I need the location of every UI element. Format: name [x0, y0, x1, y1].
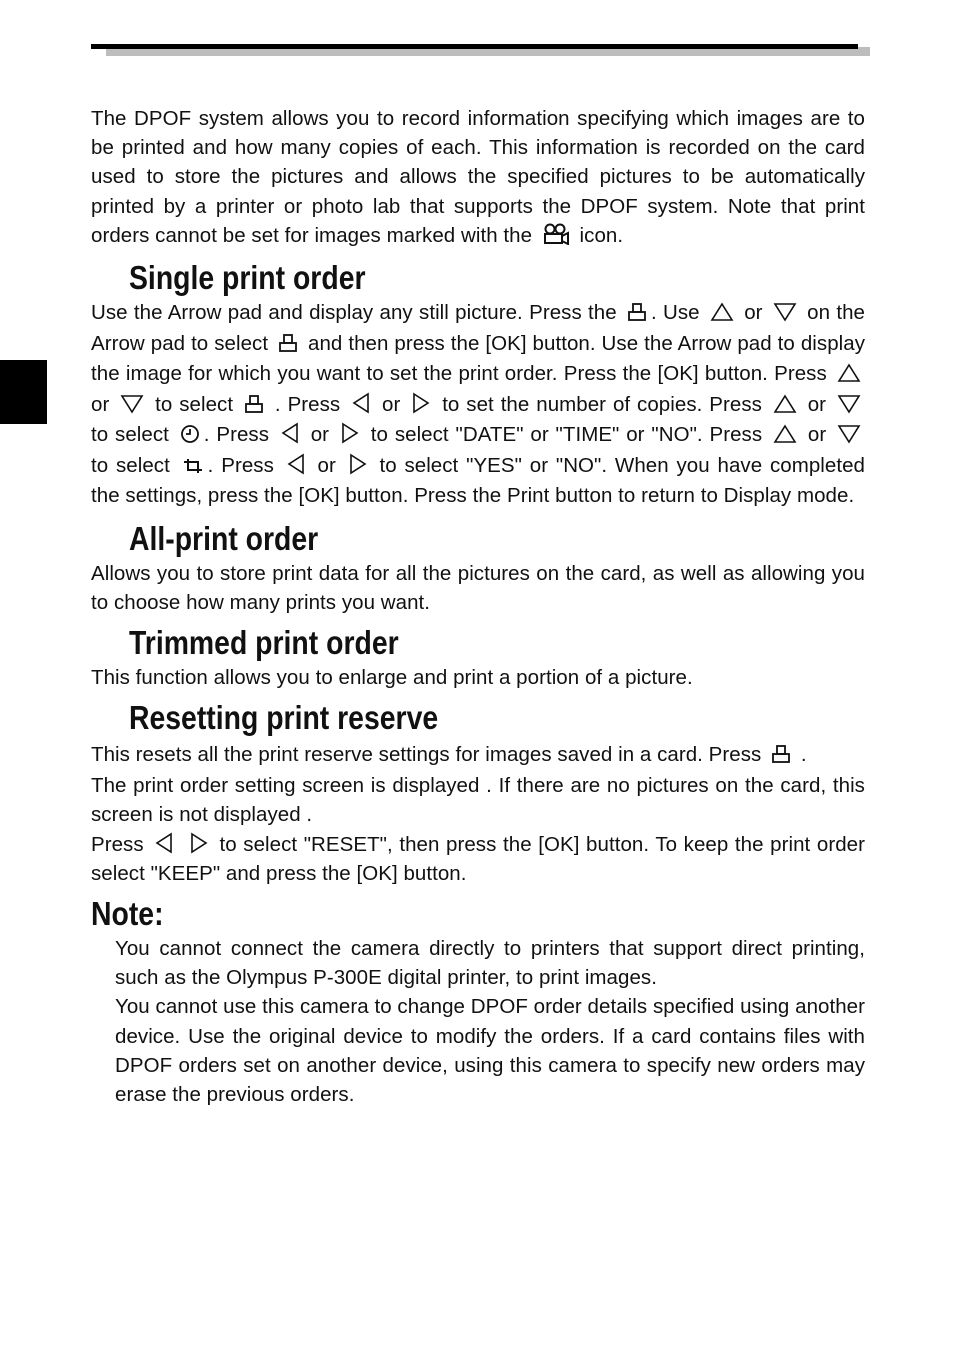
arrow-down-icon	[837, 424, 861, 444]
arrow-left-icon	[351, 392, 371, 414]
single-text-19: or	[317, 453, 336, 477]
single-text-10: to set the number of copies. Press	[442, 392, 762, 416]
print-icon	[627, 302, 647, 322]
header-rule	[91, 44, 858, 49]
single-print-paragraph	[91, 298, 865, 512]
arrow-right-icon	[411, 392, 431, 414]
note-item-1: You cannot connect the camera directly to printers that support direct printing, such as the Olympus P-300E digital printer, to print images.	[115, 936, 865, 990]
single-text-6: or	[91, 392, 110, 416]
single-text-14: or	[310, 423, 330, 447]
clock-icon	[180, 424, 200, 444]
trim-icon	[182, 457, 204, 475]
arrow-right-icon	[340, 422, 360, 444]
single-text-16: or	[807, 423, 827, 447]
print-icon	[244, 394, 264, 414]
single-text-2: . Use	[650, 301, 700, 325]
print-icon	[771, 744, 791, 764]
single-text-3: or	[744, 301, 763, 325]
arrow-up-icon	[837, 363, 861, 383]
heading-trimmed-print-order: Trimmed print order	[129, 623, 399, 661]
reset-paragraph-3	[91, 830, 865, 888]
single-text-1: Use the Arrow pad and display any still picture. Press the	[91, 301, 617, 325]
intro-paragraph	[91, 104, 865, 250]
arrow-right-icon	[348, 453, 368, 475]
reset-text-1: This resets all the print reserve settings for images saved in a card. Press	[91, 743, 762, 767]
arrow-up-icon	[710, 302, 734, 322]
single-text-4: on the Arrow pad to select	[91, 301, 865, 355]
arrow-up-icon	[773, 394, 797, 414]
movie-icon	[542, 223, 570, 245]
single-text-15: to select "DATE" or "TIME" or "NO". Press	[370, 423, 763, 447]
arrow-up-icon	[773, 424, 797, 444]
single-text-9: or	[382, 392, 401, 416]
arrow-down-icon	[120, 394, 144, 414]
chapter-tab	[0, 360, 47, 424]
single-text-5: and then press the [OK] button. Use the Arrow pad to display the image for which you want to set the print order. Press the [OK] button. Press	[91, 331, 865, 386]
single-text-13: . Press	[203, 423, 270, 447]
reset-text-5: to select "RESET", then press the [OK] button. To keep the print order select "KEEP" and press the [OK] button.	[91, 832, 866, 885]
arrow-left-icon	[154, 832, 174, 854]
arrow-right-icon	[189, 832, 209, 854]
single-text-20: to select "YES" or "NO". When you have completed the settings, press the [OK] button. Press the Print button to return to Display mode.	[91, 453, 865, 508]
single-text-8: . Press	[274, 392, 341, 416]
page-content	[91, 104, 865, 1109]
note-item-2: You cannot use this camera to change DPOF order details specified using another device. Use the original device to modify the orders. If a card contains files with DPOF orders set on another device, using this camera to specify new orders may erase the previous orders.	[115, 995, 865, 1106]
heading-resetting-print-reserve: Resetting print reserve	[129, 699, 439, 737]
all-print-paragraph: Allows you to store print data for all the pictures on the card, as well as allowing you to choose how many prints you want.	[91, 561, 865, 614]
heading-all-print-order: All-print order	[129, 519, 319, 557]
arrow-down-icon	[773, 302, 797, 322]
reset-text-2: .	[800, 743, 807, 767]
heading-single-print-order: Single print order	[129, 259, 366, 297]
note-title: Note:	[91, 894, 164, 932]
single-text-17: to select	[91, 453, 170, 477]
reset-paragraph-2: The print order setting screen is displayed . If there are no pictures on the card, this screen is not displayed .	[91, 774, 865, 827]
single-text-7: to select	[155, 392, 234, 416]
reset-paragraph-1	[91, 738, 865, 771]
intro-text: The DPOF system allows you to record information specifying which images are to be printed and how many copies of each. This information is recorded on the card used to store the pictures and allows the specified pictures to be automatically printed by a printer or photo lab that supports the DPOF system. Note that print orders cannot be set for images marked with the	[91, 107, 865, 247]
intro-tail: icon.	[579, 223, 624, 247]
single-text-18: . Press	[207, 453, 274, 477]
single-text-12: to select	[91, 423, 169, 447]
reset-text-4: Press	[91, 832, 144, 856]
print-icon	[278, 333, 298, 353]
arrow-left-icon	[280, 422, 300, 444]
single-text-11: or	[807, 392, 827, 416]
trimmed-print-paragraph: This function allows you to enlarge and print a portion of a picture.	[91, 665, 693, 689]
arrow-left-icon	[286, 453, 306, 475]
arrow-down-icon	[837, 394, 861, 414]
